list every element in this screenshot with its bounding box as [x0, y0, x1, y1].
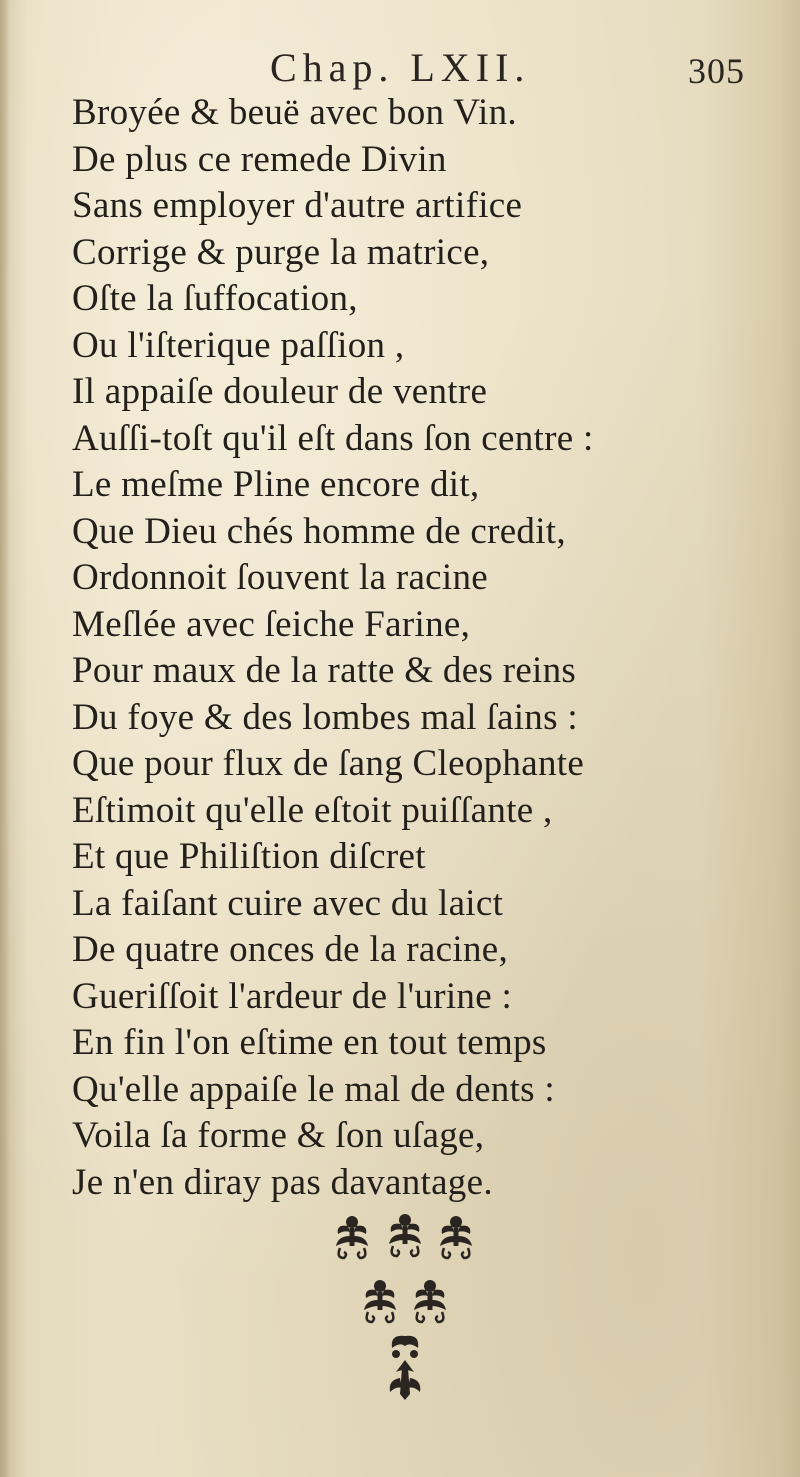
verse-text [72, 90, 772, 1206]
verse-line: Gueriſſoit l'ardeur de l'urine : [72, 975, 513, 1017]
verse-line: En fin l'on eſtime en tout temps [72, 1022, 547, 1063]
verse-line: Il appaiſe douleur de ventre [72, 371, 488, 412]
verse-line: Pour maux de la ratte & des reins [72, 650, 577, 691]
verse-line: Qu'elle appaiſe le mal de dents : [72, 1068, 556, 1110]
verse-line: Du foye & des lombes mal ſains : [72, 696, 578, 738]
verse-line: Sans employer d'autre artifice [72, 185, 523, 226]
verse-line: Voila ſa forme & ſon uſage, [72, 1115, 485, 1156]
verse-line: Broyée & beuë avec bon Vin. [72, 92, 517, 133]
verse-line: De quatre onces de la racine, [72, 929, 509, 970]
verse-line: Le meſme Pline encore dit, [72, 464, 480, 505]
verse-line: La faiſant cuire avec du laict [72, 882, 504, 924]
verse-line: Auſſi-toſt qu'il eſt dans ſon centre : [72, 417, 594, 459]
verse-line: Ou l'iſterique paſſion , [72, 324, 405, 366]
running-title: Chap. LXII. [270, 45, 531, 90]
verse-line: Meſlée avec ſeiche Farine, [72, 603, 471, 645]
verse-line: De plus ce remede Divin [72, 138, 447, 180]
verse-line: Je n'en diray pas davantage. [72, 1161, 493, 1203]
fleuron-ornament-icon [330, 1208, 480, 1408]
page-number: 305 [688, 51, 745, 91]
verse-line: Ordonnoit ſouvent la racine [72, 557, 489, 598]
verse-line: Corrige & purge la matrice, [72, 231, 490, 273]
verse-line: Que pour flux de ſang Cleophante [72, 743, 585, 784]
verse-line: Et que Philiſtion diſcret [72, 836, 426, 877]
verse-line: Que Dieu chés homme de credit, [72, 510, 566, 552]
verse-line: Oſte la ſuffocation, [72, 278, 358, 319]
verse-line: Eſtimoit qu'elle eſtoit puiſſante , [72, 789, 553, 831]
